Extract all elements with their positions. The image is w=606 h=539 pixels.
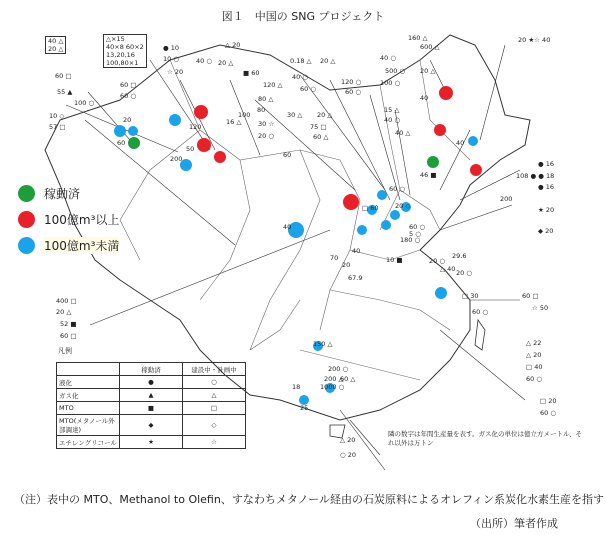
annotation-label: 10 ○ [163, 55, 180, 63]
annotation-label: 200 △ [324, 375, 344, 383]
project-marker-large [343, 194, 359, 210]
annotation-label: 50 [186, 145, 195, 153]
figure-title: 図１ 中国の SNG プロジェクト [221, 10, 385, 23]
annotation-label: ☆ 50 [532, 304, 549, 312]
project-marker-small [128, 126, 138, 136]
annotation-label: 80 [257, 106, 266, 114]
annotation-label: 25 [300, 404, 309, 412]
annotation-label: 120 ○ [341, 78, 362, 86]
key-table-caption: 凡例 [58, 347, 72, 355]
project-marker-large [197, 138, 211, 152]
project-marker-small [381, 220, 391, 230]
annotation-label: 40 ○ [380, 54, 397, 62]
key-table [56, 362, 246, 449]
annotation-label: 57 □ [49, 123, 66, 131]
annotation-box-xinjiang-north: △×15 40×8 60×2 13,20,16 100,80×1 [103, 34, 147, 68]
project-marker-small [169, 114, 181, 126]
annotation-label: 60 △ [340, 375, 356, 383]
annotation-label: 40 ○ [292, 73, 309, 81]
project-marker-large [439, 86, 453, 100]
project-marker-small [435, 287, 447, 299]
annotation-label: 20 [342, 261, 351, 269]
annotation-label: 100 [238, 111, 251, 119]
annotation-label: 67.9 [348, 274, 363, 282]
annotation-label: △ 20 [340, 436, 356, 444]
annotation-label: 40 [456, 139, 465, 147]
annotation-label: 20 △ [317, 111, 333, 119]
annotation-label: □ 30 [462, 292, 479, 300]
annotation-label: 1000 ○ [320, 383, 345, 391]
annotation-label: 180 ○ [400, 236, 421, 244]
annotation-label: 600 △ [420, 43, 440, 51]
annotation-label: ◆ 20 [538, 227, 554, 235]
annotation-label: 40 ○ [196, 57, 213, 65]
annotation-label: 60 □ [55, 72, 72, 80]
annotation-label: 18 [292, 383, 301, 391]
annotation-label: 60 △ [313, 133, 329, 141]
annotation-label: 60 ○ [389, 185, 406, 193]
annotation-label: 46 ■ [420, 171, 437, 179]
project-marker-large [470, 164, 482, 176]
footnote: （注）表中の MTO、Methanol to Olefin、すなわちメタノール経由の石炭原料によるオレフィン系炭化水素生産を指す [14, 493, 605, 506]
annotation-label: 120 △ [263, 81, 283, 89]
key-table-row: ガス化 ▲ △ [57, 389, 246, 402]
annotation-label: △ 22 [526, 339, 542, 347]
annotation-label: 16 △ [226, 118, 242, 126]
annotation-label: 10 ◇ [49, 112, 65, 120]
annotation-label: 108 ● ● 18 [516, 172, 555, 180]
annotation-label: 200 [500, 195, 513, 203]
annotation-label: 60 [283, 151, 292, 159]
annotation-label: 20 △ [420, 67, 436, 75]
key-table-row: MTO ■ □ [57, 402, 246, 415]
annotation-label: ● 16 [538, 183, 555, 191]
annotation-label: ★ 20 [538, 206, 555, 214]
legend-item-large: 100億m³以上 [18, 206, 119, 232]
annotation-label: 40 [420, 94, 429, 102]
annotation-label: △ 20 [225, 41, 241, 49]
annotation-label: 60 ○ [526, 375, 543, 383]
legend-green-dot [18, 185, 35, 202]
annotation-label: 60 [117, 139, 126, 147]
annotation-label: 400 □ [56, 297, 77, 305]
annotation-label: 60 □ [522, 292, 539, 300]
annotation-label: ■ 60 [243, 69, 260, 77]
annotation-label: 60 ○ [120, 92, 137, 100]
project-marker-large [214, 151, 226, 163]
annotation-label: 15 △ [384, 106, 400, 114]
annotation-label: 120 [189, 123, 202, 131]
annotation-label: ○ 20 [340, 451, 357, 459]
annotation-label: 20 ○ [456, 269, 473, 277]
taiwan-outline [475, 320, 485, 350]
annotation-label: 60 ○ [540, 409, 557, 417]
annotation-label: 30 △ [287, 111, 303, 119]
annotation-label: 100 ○ [380, 79, 401, 87]
annotation-label: 70 [330, 254, 339, 262]
annotation-label: 20 △ [320, 57, 336, 65]
annotation-label: 40 [352, 247, 361, 255]
project-marker-operating [427, 156, 439, 168]
annotation-label: 5 ○ [409, 230, 421, 238]
legend-red-dot [18, 211, 35, 228]
annotation-label: 20 △ [56, 308, 72, 316]
project-markers [114, 86, 482, 405]
project-marker-small [390, 210, 400, 220]
annotation-label: ☆ 20 [167, 68, 184, 76]
annotation-label: 80 △ [258, 95, 274, 103]
annotation-label: 40 △ [395, 129, 411, 137]
key-table-row: エチレングリコール ★ ☆ [57, 436, 246, 449]
annotation-label: 60 ○ [345, 88, 362, 96]
annotation-label: 0.18 △ [290, 57, 312, 65]
annotation-box-xinjiang-west: 40 △ 20 △ [45, 36, 66, 54]
annotation-label: 20 ○ [429, 257, 446, 265]
annotation-label: 30 ☆ [258, 120, 275, 128]
annotation-label: □ 40 [526, 363, 543, 371]
annotation-label: ● 16 [538, 160, 555, 168]
project-marker-large [434, 124, 446, 136]
annotation-label: 150 △ [313, 340, 333, 348]
annotation-label: △ 20 [526, 351, 542, 359]
annotation-label: 20 △ [218, 59, 234, 67]
key-table-row: 液化 ● ○ [57, 376, 246, 389]
annotation-label: 100 ○ [74, 99, 95, 107]
map-legend [18, 180, 119, 258]
annotation-label: 20 ★☆ 40 [518, 36, 551, 44]
annotation-label: 10 ■ [386, 256, 403, 264]
annotation-label: 60 ○ [472, 308, 489, 316]
annotation-label: △ 40 [440, 265, 456, 273]
annotation-label: 40 ○ [384, 116, 401, 124]
annotation-label: 500 ○ [385, 67, 406, 75]
annotation-label: 60 ○ [409, 223, 426, 231]
annotation-label: 40 [283, 223, 292, 231]
annotation-label: 20 ○ [258, 132, 275, 140]
annotation-label: 55 ▲ [57, 88, 73, 96]
annotation-label: 60 ○ [300, 85, 317, 93]
annotation-label: 60 □ [120, 81, 137, 89]
annotation-label: 52 ■ [60, 320, 77, 328]
project-marker-small [114, 125, 126, 137]
annotation-label: 75 □ [310, 123, 327, 131]
project-marker-small [377, 190, 387, 200]
legend-item-operating: 稼動済 [18, 180, 119, 206]
source-credit: （出所）筆者作成 [470, 517, 558, 530]
key-table-header: 稼動済 建設中・計画中 [57, 363, 246, 376]
annotation-label: 60 □ [60, 332, 77, 340]
legend-blue-dot [18, 237, 35, 254]
annotation-label: 200 [170, 155, 183, 163]
project-marker-operating [128, 137, 140, 149]
project-marker-small [357, 225, 367, 235]
annotation-label: 160 △ [408, 34, 428, 42]
annotation-label: 20 [123, 116, 132, 124]
key-table-row: MTO(メタノール外部調達) ◆ ◇ [57, 415, 246, 436]
map-note: 隣の数字は年間生産量を表す。ガス化の単位は億立方メートル、それ以外は万トン [388, 430, 582, 447]
annotation-label: 200 ○ [328, 365, 349, 373]
project-marker-large [194, 105, 208, 119]
annotation-label: 20 ◇ [395, 202, 411, 210]
legend-item-small: 100億m³未満 [18, 232, 119, 258]
annotation-label: □ 20 [540, 397, 557, 405]
annotation-label: 29.6 [452, 252, 467, 260]
annotation-label: □ 60 [362, 204, 379, 212]
project-marker-small [468, 136, 478, 146]
annotation-label: ● 10 [163, 44, 180, 52]
